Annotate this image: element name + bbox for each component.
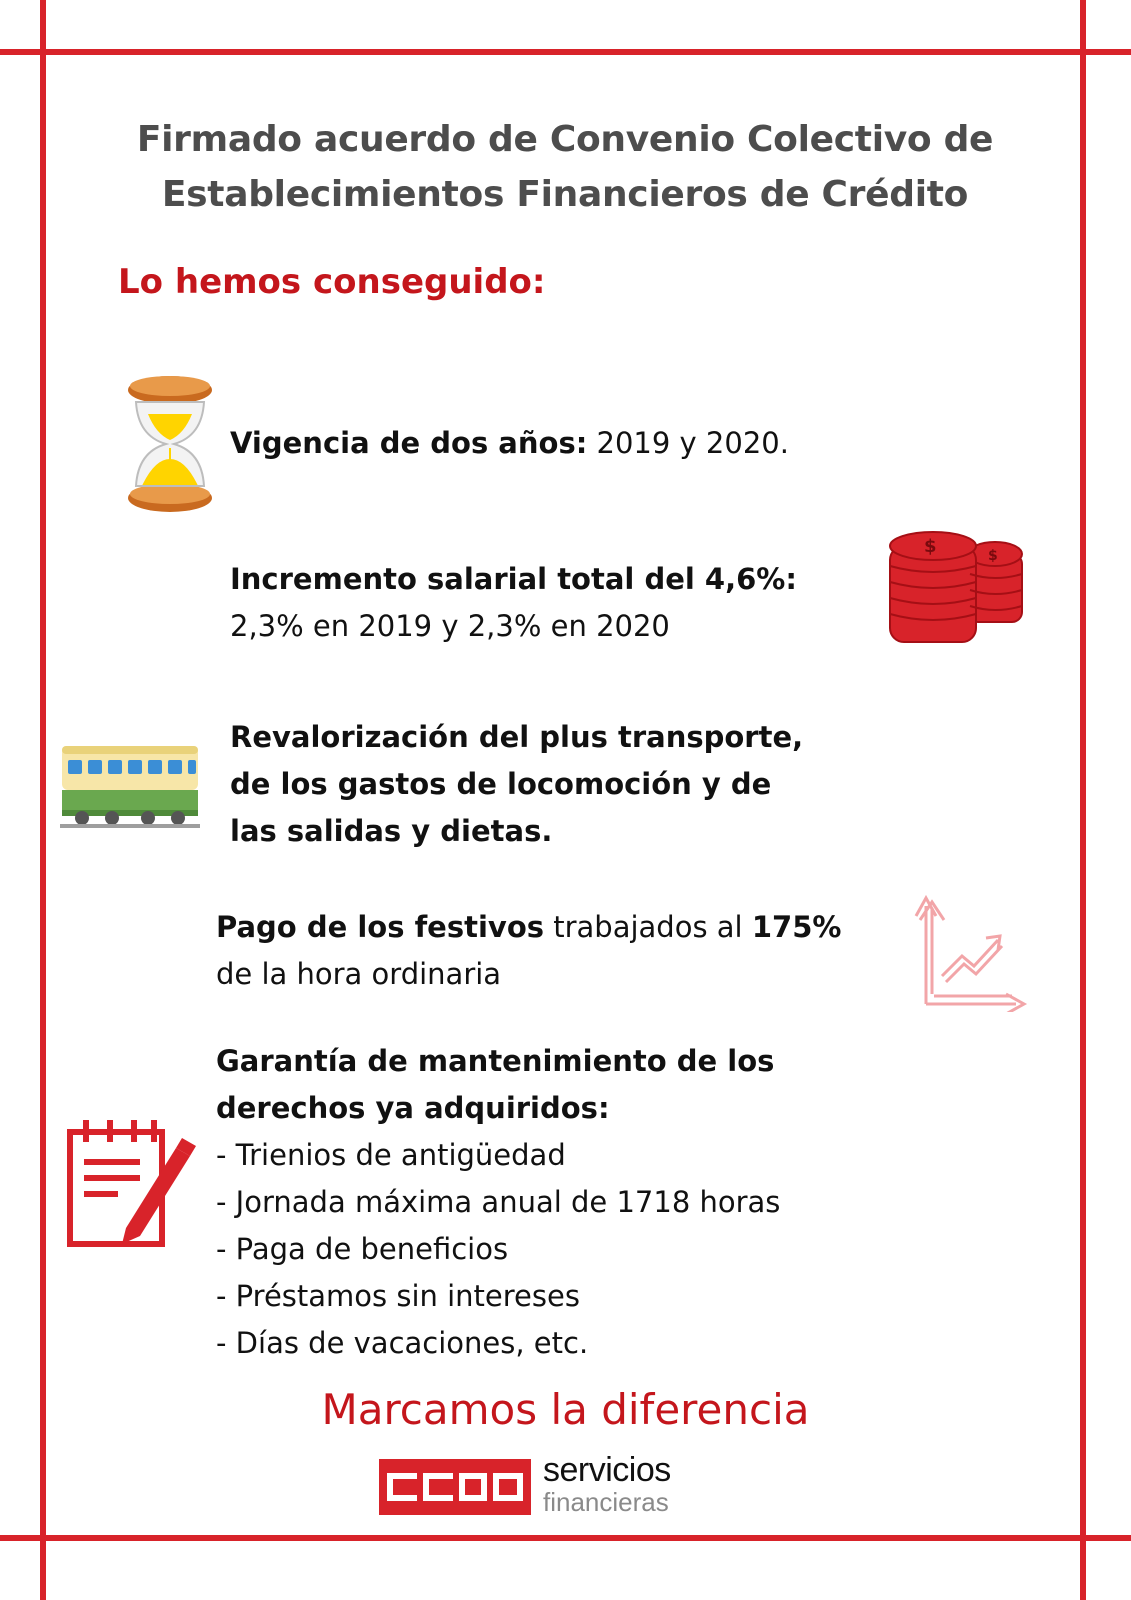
garantia-line1: Garantía de mantenimiento de los: [216, 1044, 775, 1078]
festivos-bold2: 175%: [751, 910, 842, 944]
slogan: Marcamos la diferencia: [321, 1385, 810, 1434]
item-garantia: [216, 1038, 780, 1367]
notepad-pencil-icon: [66, 1116, 196, 1252]
list-item: - Trienios de antigüedad: [216, 1138, 566, 1172]
svg-text:$: $: [988, 548, 998, 564]
svg-text:$: $: [924, 536, 937, 557]
item-incremento: [230, 556, 797, 650]
frame-right-line: [1080, 0, 1086, 1600]
festivos-mid: trabajados al: [544, 910, 752, 944]
growth-chart-icon: [912, 892, 1030, 1012]
logo-financieras: financieras: [543, 1487, 669, 1517]
revalorizacion-line2: de los gastos de locomoción y de: [230, 767, 772, 801]
frame-bottom-line: [0, 1535, 1131, 1541]
festivos-bold1: Pago de los festivos: [216, 910, 545, 944]
title-line-2: Establecimientos Financieros de Crédito: [161, 174, 969, 215]
list-item: - Días de vacaciones, etc.: [216, 1326, 589, 1360]
list-item: - Jornada máxima anual de 1718 horas: [216, 1185, 781, 1219]
item-vigencia: [230, 420, 789, 467]
page-title: [60, 112, 1070, 222]
list-item: - Paga de beneficios: [216, 1232, 509, 1266]
revalorizacion-line3: las salidas y dietas.: [230, 814, 553, 848]
incremento-bold: Incremento salarial total del 4,6%:: [230, 562, 797, 596]
coins-icon: [886, 530, 1026, 650]
garantia-line2: derechos ya adquiridos:: [216, 1091, 610, 1125]
frame-top-line: [0, 49, 1131, 55]
festivos-line2: de la hora ordinaria: [216, 957, 502, 991]
hourglass-icon: [126, 374, 214, 514]
title-line-1: Firmado acuerdo de Convenio Colectivo de: [136, 119, 994, 160]
item-revalorizacion: [230, 714, 803, 855]
vigencia-rest: 2019 y 2020.: [587, 426, 789, 460]
incremento-line2: 2,3% en 2019 y 2,3% en 2020: [230, 609, 670, 643]
revalorizacion-line1: Revalorización del plus transporte,: [230, 720, 804, 754]
item-festivos: [216, 904, 841, 998]
logo-servicios: servicios: [543, 1451, 671, 1489]
frame-left-line: [40, 0, 46, 1600]
ccoo-logo-mark: [379, 1459, 531, 1515]
vigencia-bold: Vigencia de dos años:: [230, 426, 588, 460]
subtitle: Lo hemos conseguido:: [118, 262, 546, 302]
list-item: - Préstamos sin intereses: [216, 1279, 580, 1313]
train-icon: [60, 744, 200, 830]
